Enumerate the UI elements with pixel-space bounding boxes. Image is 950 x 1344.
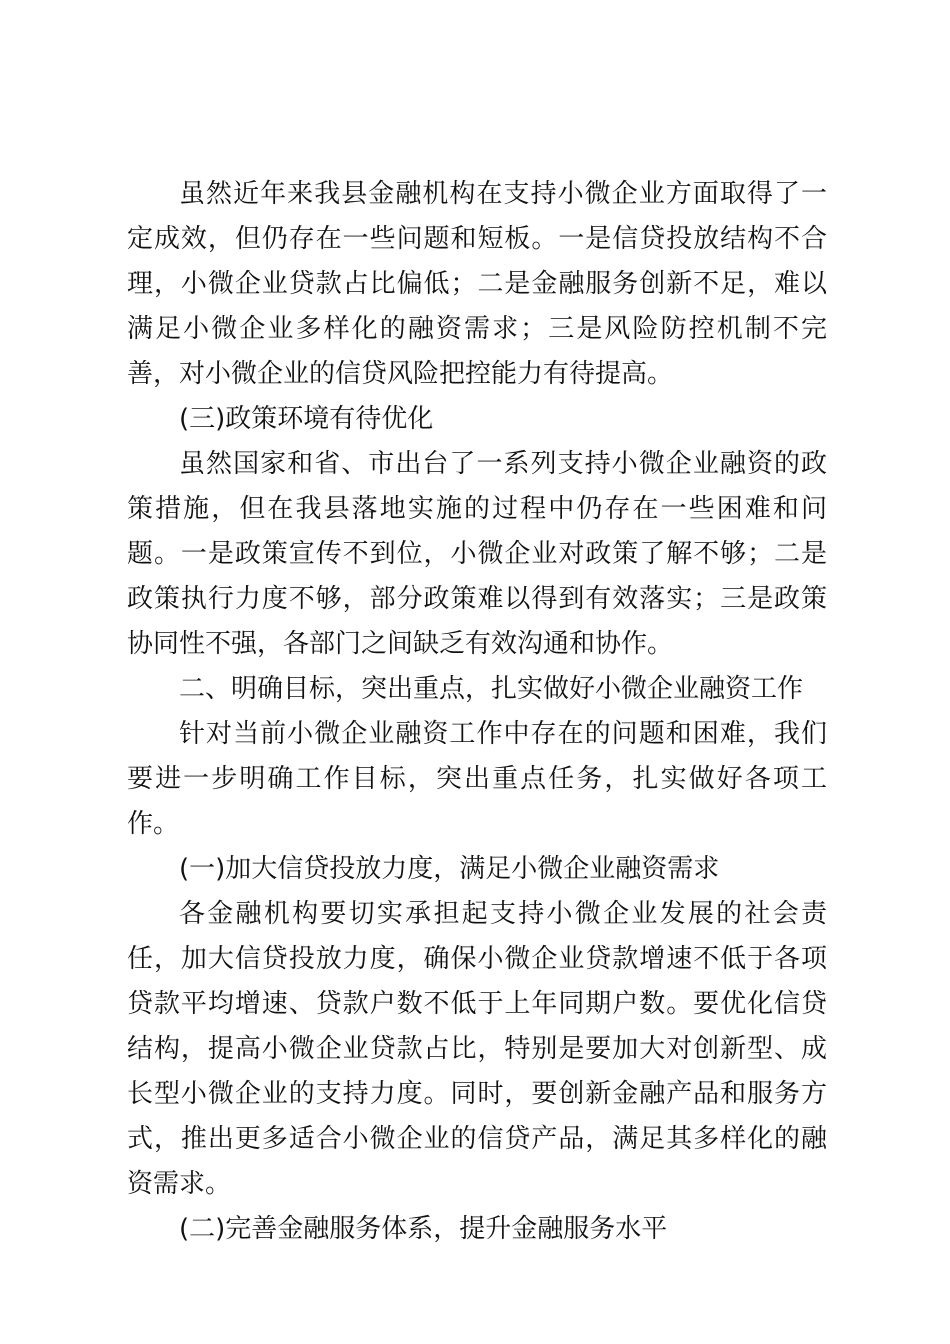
heading-service-system: (二)完善金融服务体系，提升金融服务水平	[179, 1214, 668, 1244]
paragraph-policy-issues: 虽然国家和省、市出台了一系列支持小微企业融资的政策措施，但在我县落地实施的过程中仍存在一些困难和问题。一是政策宣传不到位，小微企业对政策了解不够；二是政策执行力度不够，部分政策难以得到有效落实；三是政策协同性不强，各部门之间缺乏有效沟通和协作。	[127, 449, 827, 659]
heading-credit-investment: (一)加大信贷投放力度，满足小微企业融资需求	[179, 854, 720, 884]
heading-section-two: 二、明确目标，突出重点，扎实做好小微企业融资工作	[179, 674, 804, 704]
paragraph-problems: 虽然近年来我县金融机构在支持小微企业方面取得了一定成效，但仍存在一些问题和短板。一是信贷投放结构不合理，小微企业贷款占比偏低；二是金融服务创新不足，难以满足小微企业多样化的融资需求；三是风险防控机制不完善，对小微企业的信贷风险把控能力有待提高。	[127, 179, 827, 389]
document-body	[127, 172, 827, 1252]
paragraph-credit-measures: 各金融机构要切实承担起支持小微企业发展的社会责任，加大信贷投放力度，确保小微企业贷款增速不低于各项贷款平均增速、贷款户数不低于上年同期户数。要优化信贷结构，提高小微企业贷款占比，特别是要加大对创新型、成长型小微企业的支持力度。同时，要创新金融产品和服务方式，推出更多适合小微企业的信贷产品，满足其多样化的融资需求。	[127, 899, 827, 1199]
heading-policy-environment: (三)政策环境有待优化	[179, 404, 434, 434]
paragraph-goals: 针对当前小微企业融资工作中存在的问题和困难，我们要进一步明确工作目标，突出重点任务，扎实做好各项工作。	[127, 719, 827, 839]
